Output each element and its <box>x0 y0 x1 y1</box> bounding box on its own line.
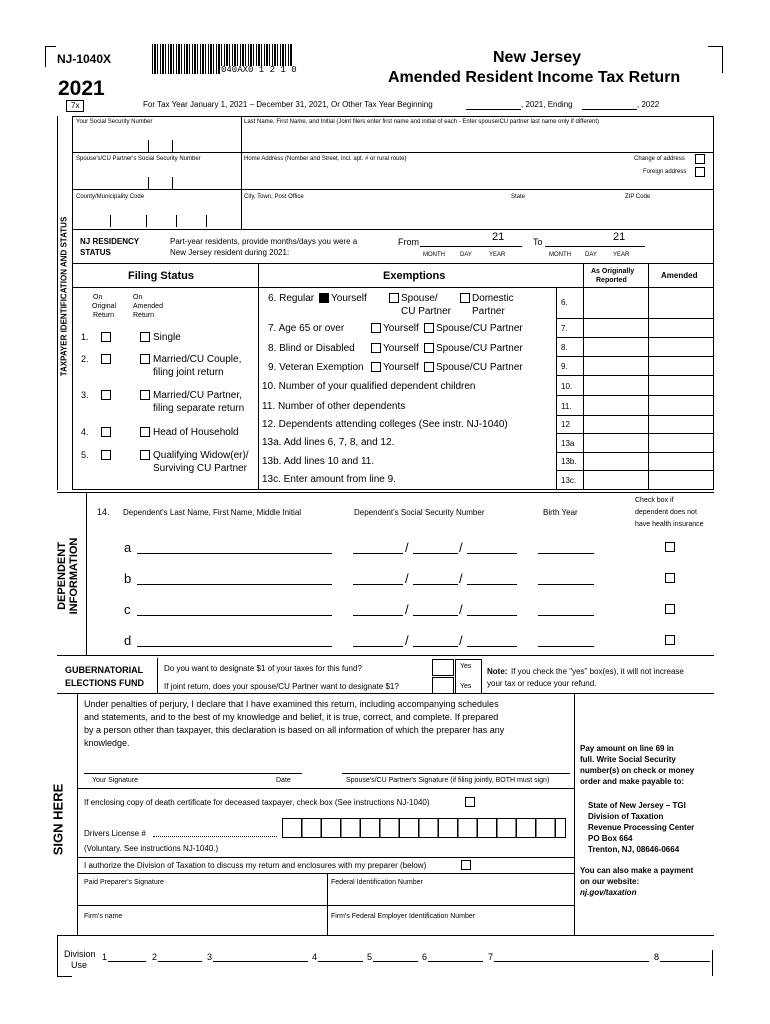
dep-insurance-checkbox[interactable] <box>665 635 675 645</box>
ex-line13c: 13c. Enter amount from line 9. <box>262 474 396 485</box>
from-day-label: DAY <box>460 252 472 258</box>
spouse-signature-label: Spouse's/CU Partner's Signature (if filing jointly, BOTH must sign) <box>346 777 550 784</box>
divider <box>556 318 714 319</box>
dep-check-col-2: dependent does not <box>635 509 697 516</box>
divider <box>77 788 574 789</box>
ex-line6-spouse-1: Spouse/ <box>401 293 438 304</box>
perjury-4: knowledge. <box>84 738 130 748</box>
ex-line7-yourself-checkbox[interactable] <box>371 323 381 333</box>
dep-row-letter: a <box>124 540 132 555</box>
div-num-2: 2 <box>152 952 158 962</box>
dep-ssn-line-2[interactable] <box>413 646 458 647</box>
slash-sep: / <box>459 633 463 648</box>
ex-line7-spouse-checkbox[interactable] <box>424 323 434 333</box>
divider <box>556 337 714 338</box>
fs-4-label: Head of Household <box>153 427 239 438</box>
divider <box>648 263 649 490</box>
from-label: From <box>398 237 419 247</box>
to-label: To <box>533 237 543 247</box>
gub-note-2: your tax or reduce your refund. <box>487 679 597 688</box>
div-line-2[interactable] <box>158 961 202 962</box>
title-line2: Amended Resident Income Tax Return <box>388 69 681 86</box>
gub-note-1: If you check the "yes" box(es), it will not increase <box>511 667 684 676</box>
dep-ssn-line-1[interactable] <box>353 553 403 554</box>
dep-ssn-line-3[interactable] <box>467 646 517 647</box>
dep-name-line[interactable] <box>137 584 332 585</box>
ex-line9-yourself-checkbox[interactable] <box>371 362 381 372</box>
tax-year-mid: , 2021, Ending <box>521 100 573 109</box>
divider <box>77 857 574 858</box>
slash-sep: / <box>405 633 409 648</box>
ex-line7: 7. Age 65 or over <box>268 323 345 334</box>
divider <box>72 287 714 288</box>
fs-1-num: 1. <box>81 332 89 342</box>
orig-reported-1: As Originally <box>591 268 635 275</box>
divider <box>77 873 574 874</box>
ex-line6-domestic-2: Partner <box>472 306 505 317</box>
ex-line13b: 13b. Add lines 10 and 11. <box>262 456 375 467</box>
dep-row-letter: c <box>124 602 131 617</box>
ex-line8-spouse: Spouse/CU Partner <box>436 343 523 354</box>
your-signature-label: Your Signature <box>92 777 139 784</box>
fs-1-amended-checkbox[interactable] <box>140 332 150 342</box>
div-line-5[interactable] <box>373 961 418 962</box>
ssn-label: Your Social Security Number <box>76 119 153 125</box>
to-month-label: MONTH <box>549 252 571 258</box>
dep-birth-line[interactable] <box>538 646 594 647</box>
ex-num-13c: 13c. <box>561 476 577 485</box>
authorize-checkbox[interactable] <box>461 860 471 870</box>
ex-num-6: 6. <box>561 298 568 307</box>
dep-line-num: 14. <box>97 507 110 517</box>
state-label: State <box>511 194 526 200</box>
divider <box>241 116 242 152</box>
dependents-side-label-1: DEPENDENT <box>56 542 68 610</box>
left-margin-line <box>57 116 58 490</box>
pay-line4: order and make payable to: <box>580 777 685 786</box>
fs-col-amend-3: Return <box>133 312 155 319</box>
dep-ssn-line-1[interactable] <box>353 615 403 616</box>
dependents-side-label-2: INFORMATION <box>68 537 80 615</box>
pay-online1: You can also make a payment <box>580 866 694 875</box>
dep-insurance-checkbox[interactable] <box>665 573 675 583</box>
to-day-label: DAY <box>585 252 597 258</box>
fs-col-amend-1: On <box>133 294 143 301</box>
ex-line7-spouse: Spouse/CU Partner <box>436 323 523 334</box>
fs-col-orig-3: Return <box>93 312 115 319</box>
date-label: Date <box>276 777 291 784</box>
fs-2-label-1: Married/CU Couple, <box>153 354 242 365</box>
change-address-checkbox[interactable] <box>695 154 705 164</box>
ex-num-7: 7. <box>561 324 568 333</box>
dep-ssn-line-2[interactable] <box>413 553 458 554</box>
tax-year-text: For Tax Year January 1, 2021 – December 31, 2021, Or Other Tax Year Beginning <box>143 100 433 109</box>
dep-check-col-1: Check box if <box>635 497 674 504</box>
div-num-7: 7 <box>488 952 494 962</box>
div-num-3: 3 <box>207 952 213 962</box>
ex-num-8: 8. <box>561 343 568 352</box>
ex-num-13b: 13b. <box>561 457 577 466</box>
fs-3-num: 3. <box>81 390 89 400</box>
ex-line6-domestic-checkbox[interactable] <box>460 293 470 303</box>
dep-ssn-line-3[interactable] <box>467 584 517 585</box>
corner-mark-bottom-right <box>712 950 713 976</box>
residency-text-2: New Jersey resident during 2021: <box>170 248 290 257</box>
tax-year-end: , 2022 <box>637 100 660 109</box>
gub-q1-yes: Yes <box>460 663 472 670</box>
ex-line13a: 13a. Add lines 6, 7, 8, and 12. <box>262 437 395 448</box>
ex-line12: 12. Dependents attending colleges (See instr. NJ-1040) <box>262 419 508 430</box>
fs-5-label-1: Qualifying Widow(er)/ <box>153 450 249 461</box>
name-label: Last Name, First Name, and Initial (Joint filers enter first name and initial of each - Enter spouse/CU partner last name only if different) <box>244 119 600 125</box>
div-line-3[interactable] <box>213 961 308 962</box>
to-date-line[interactable] <box>545 246 645 247</box>
dep-ssn-line-3[interactable] <box>467 615 517 616</box>
dep-ssn-line-2[interactable] <box>413 615 458 616</box>
divider <box>86 492 87 656</box>
fs-col-orig-2: Original <box>92 303 117 310</box>
divider <box>72 263 714 264</box>
ex-line6: 6. Regular <box>268 293 315 304</box>
fs-col-amend-2: Amended <box>133 303 163 310</box>
zip-label: ZIP Code <box>625 194 651 200</box>
division-label-1: Division <box>64 949 96 959</box>
divider <box>157 658 158 694</box>
ex-line10: 10. Number of your qualified dependent children <box>262 381 476 392</box>
slash-sep: / <box>459 602 463 617</box>
sign-side-label: SIGN HERE <box>50 783 66 856</box>
pay-addr4: PO Box 664 <box>588 834 633 843</box>
voluntary-text: (Voluntary. See instructions NJ-1040.) <box>84 844 219 853</box>
fs-4-num: 4. <box>81 427 89 437</box>
preparer-signature-label: Paid Preparer's Signature <box>84 879 164 886</box>
drivers-license-boxes[interactable] <box>282 818 566 838</box>
ssn-field[interactable] <box>110 140 230 152</box>
firm-ein-label: Firm's Federal Employer Identification Number <box>331 913 476 920</box>
county-field[interactable] <box>110 215 220 227</box>
drivers-license-dotted <box>153 836 277 837</box>
your-signature-line[interactable] <box>84 773 302 774</box>
dep-ssn-line-1[interactable] <box>353 584 403 585</box>
ex-num-11: 11. <box>561 402 572 411</box>
ex-line9: 9. Veteran Exemption <box>268 362 364 373</box>
address-label: Home Address (Number and Street, incl. apt. # or rural route) <box>244 156 407 162</box>
perjury-1: Under penalties of perjury, I declare that I have examined this return, including accompanying schedules <box>84 699 499 709</box>
residency-text-1: Part-year residents, provide months/days you were a <box>170 237 358 246</box>
foreign-address-checkbox[interactable] <box>695 167 705 177</box>
divider <box>57 936 58 976</box>
divider <box>77 905 574 906</box>
ex-line9-spouse-checkbox[interactable] <box>424 362 434 372</box>
division-label-2: Use <box>71 960 88 970</box>
pay-addr2: Division of Taxation <box>588 812 664 821</box>
form-id: NJ-1040X <box>57 52 112 66</box>
yes-label-box <box>455 659 482 694</box>
gub-label-1: GUBERNATORIAL <box>65 665 144 675</box>
slash-sep: / <box>405 602 409 617</box>
death-cert-checkbox[interactable] <box>465 797 475 807</box>
dep-name-line[interactable] <box>137 615 332 616</box>
dep-insurance-checkbox[interactable] <box>665 542 675 552</box>
from-month-label: MONTH <box>423 252 445 258</box>
residency-label-1: NJ RESIDENCY <box>80 237 140 246</box>
divider <box>258 263 259 490</box>
pay-website-link[interactable]: nj.gov/taxation <box>580 888 637 897</box>
to-year-prefill: 21 <box>613 231 626 243</box>
fs-5-original-checkbox[interactable] <box>101 450 111 460</box>
federal-id-label: Federal Identification Number <box>331 879 423 886</box>
div-num-6: 6 <box>422 952 428 962</box>
pay-line2: full. Write Social Security <box>580 755 676 764</box>
copy-code: 7x <box>66 100 84 112</box>
ex-num-10: 10. <box>561 382 573 391</box>
ex-line8-yourself-checkbox[interactable] <box>371 343 381 353</box>
dep-ssn-col: Dependent's Social Security Number <box>354 508 485 517</box>
divider <box>77 694 78 936</box>
ex-line7-yourself: Yourself <box>383 323 419 334</box>
amended-col: Amended <box>661 271 698 280</box>
div-line-8[interactable] <box>660 961 710 962</box>
div-line-4[interactable] <box>318 961 363 962</box>
gub-q2: If joint return, does your spouse/CU Partner want to designate $1? <box>164 682 399 691</box>
fs-col-orig-1: On <box>93 294 103 301</box>
dep-birth-line[interactable] <box>538 553 594 554</box>
ex-line8: 8. Blind or Disabled <box>268 343 355 354</box>
div-num-4: 4 <box>312 952 318 962</box>
drivers-license-label: Drivers License # <box>84 829 146 838</box>
fs-1-original-checkbox[interactable] <box>101 332 111 342</box>
dep-row-letter: b <box>124 571 132 586</box>
ex-line8-yourself: Yourself <box>383 343 419 354</box>
fs-3-label-2: filing separate return <box>153 403 245 414</box>
dep-birth-line[interactable] <box>538 584 594 585</box>
fs-5-label-2: Surviving CU Partner <box>153 463 247 474</box>
gub-q2-checkbox[interactable] <box>432 677 454 694</box>
barcode-number: 040AX0 1 2 1 0 <box>221 65 297 75</box>
perjury-2: and statements, and to the best of my knowledge and belief, it is true, correct, and complete. If prepared <box>84 712 499 722</box>
fs-2-num: 2. <box>81 354 89 364</box>
div-num-1: 1 <box>102 952 108 962</box>
slash-sep: / <box>459 571 463 586</box>
pay-addr5: Trenton, NJ, 08646-0664 <box>588 845 680 854</box>
ex-line8-spouse-checkbox[interactable] <box>424 343 434 353</box>
corner-mark-bottom-left <box>57 976 72 977</box>
dep-ssn-line-1[interactable] <box>353 646 403 647</box>
fs-1-label: Single <box>153 332 181 343</box>
fs-5-num: 5. <box>81 450 89 460</box>
from-date-line[interactable] <box>420 246 522 247</box>
pay-online2: on our website: <box>580 877 640 886</box>
gub-q2-yes: Yes <box>460 683 472 690</box>
slash-sep: / <box>459 540 463 555</box>
div-line-7[interactable] <box>494 961 649 962</box>
ex-line6-yourself-checkbox[interactable] <box>319 293 329 303</box>
divider <box>72 152 714 153</box>
ex-line6-domestic-1: Domestic <box>472 293 514 304</box>
corner-mark-top-left <box>45 46 56 67</box>
div-line-6[interactable] <box>428 961 483 962</box>
div-num-5: 5 <box>367 952 373 962</box>
pay-addr1: State of New Jersey – TGI <box>588 801 686 810</box>
death-cert-text: If enclosing copy of death certificate for deceased taxpayer, check box (See instructions NJ-1040) <box>84 798 430 807</box>
divider <box>556 395 714 396</box>
dep-row-letter: d <box>124 633 132 648</box>
tax-year-begin-line[interactable] <box>466 109 521 110</box>
ex-num-13a: 13a <box>561 439 575 448</box>
divider <box>556 375 714 376</box>
ex-line6-yourself: Yourself <box>331 293 367 304</box>
fs-2-amended-checkbox[interactable] <box>140 354 150 364</box>
gub-note-bold: Note: <box>487 667 508 676</box>
dep-birth-col: Birth Year <box>543 508 578 517</box>
spouse-signature-line[interactable] <box>342 773 570 774</box>
gub-label-2: ELECTIONS FUND <box>65 678 145 688</box>
dep-name-col: Dependent's Last Name, First Name, Middle Initial <box>123 508 302 517</box>
divider <box>241 152 242 189</box>
fs-3-label-1: Married/CU Partner, <box>153 390 242 401</box>
fs-3-original-checkbox[interactable] <box>101 390 111 400</box>
divider <box>556 433 714 434</box>
divider <box>241 189 242 229</box>
to-year-label: YEAR <box>613 252 630 258</box>
dep-check-col-3: have health insurance <box>635 521 704 528</box>
fs-2-original-checkbox[interactable] <box>101 354 111 364</box>
ex-num-12: 12 <box>561 420 570 429</box>
spouse-ssn-label: Spouse's/CU Partner's Social Security Number <box>76 156 201 162</box>
from-year-prefill: 21 <box>492 231 505 243</box>
dep-name-line[interactable] <box>137 646 332 647</box>
pay-line1: Pay amount on line 69 in <box>580 744 674 753</box>
from-year-label: YEAR <box>489 252 506 258</box>
form-year: 2021 <box>58 77 105 100</box>
divider <box>72 189 714 190</box>
slash-sep: / <box>405 571 409 586</box>
perjury-3: by a person other than taxpayer, this declaration is based on all information of which the preparer has any <box>84 725 505 735</box>
county-label: County/Municipality Code <box>76 194 145 200</box>
divider <box>72 229 714 230</box>
divider <box>556 470 714 471</box>
divider <box>556 356 714 357</box>
ex-line9-yourself: Yourself <box>383 362 419 373</box>
gub-q1: Do you want to designate $1 of your taxes for this fund? <box>164 664 362 673</box>
change-address-label: Change of address <box>634 156 685 162</box>
orig-reported-2: Reported <box>596 277 627 284</box>
ex-line9-spouse: Spouse/CU Partner <box>436 362 523 373</box>
divider <box>583 263 584 490</box>
div-line-1[interactable] <box>108 961 146 962</box>
title-line1: New Jersey <box>493 49 582 66</box>
div-num-8: 8 <box>654 952 660 962</box>
fs-5-amended-checkbox[interactable] <box>140 450 150 460</box>
residency-label-2: STATUS <box>80 248 111 257</box>
pay-addr3: Revenue Processing Center <box>588 823 695 832</box>
ex-line6-spouse-checkbox[interactable] <box>389 293 399 303</box>
gub-q1-checkbox[interactable] <box>432 659 454 676</box>
divider <box>556 452 714 453</box>
firm-name-label: Firm's name <box>84 913 123 920</box>
divider <box>556 415 714 416</box>
dep-birth-line[interactable] <box>538 615 594 616</box>
taxpayer-side-label: TAXPAYER IDENTIFICATION AND STATUS <box>59 216 69 377</box>
exemptions-title: Exemptions <box>383 270 446 282</box>
divider <box>574 694 575 936</box>
dep-insurance-checkbox[interactable] <box>665 604 675 614</box>
fs-3-amended-checkbox[interactable] <box>140 390 150 400</box>
corner-mark-top-right <box>708 46 723 73</box>
ex-line11: 11. Number of other dependents <box>262 401 406 412</box>
fs-4-amended-checkbox[interactable] <box>140 427 150 437</box>
tax-year-end-line[interactable] <box>582 109 637 110</box>
pay-line3: number(s) on check or money <box>580 766 695 775</box>
dep-ssn-line-2[interactable] <box>413 584 458 585</box>
city-label: City, Town, Post Office <box>244 194 304 200</box>
dep-name-line[interactable] <box>137 553 332 554</box>
spouse-ssn-field[interactable] <box>110 177 230 189</box>
dep-ssn-line-3[interactable] <box>467 553 517 554</box>
authorize-text: I authorize the Division of Taxation to discuss my return and enclosures with my preparer (below) <box>84 861 427 870</box>
ex-num-9: 9. <box>561 362 568 371</box>
slash-sep: / <box>405 540 409 555</box>
fs-4-original-checkbox[interactable] <box>101 427 111 437</box>
filing-status-title: Filing Status <box>128 270 194 282</box>
ex-line6-spouse-2: CU Partner <box>401 306 452 317</box>
fs-2-label-2: filing joint return <box>153 367 224 378</box>
foreign-address-label: Foreign address <box>643 169 687 175</box>
